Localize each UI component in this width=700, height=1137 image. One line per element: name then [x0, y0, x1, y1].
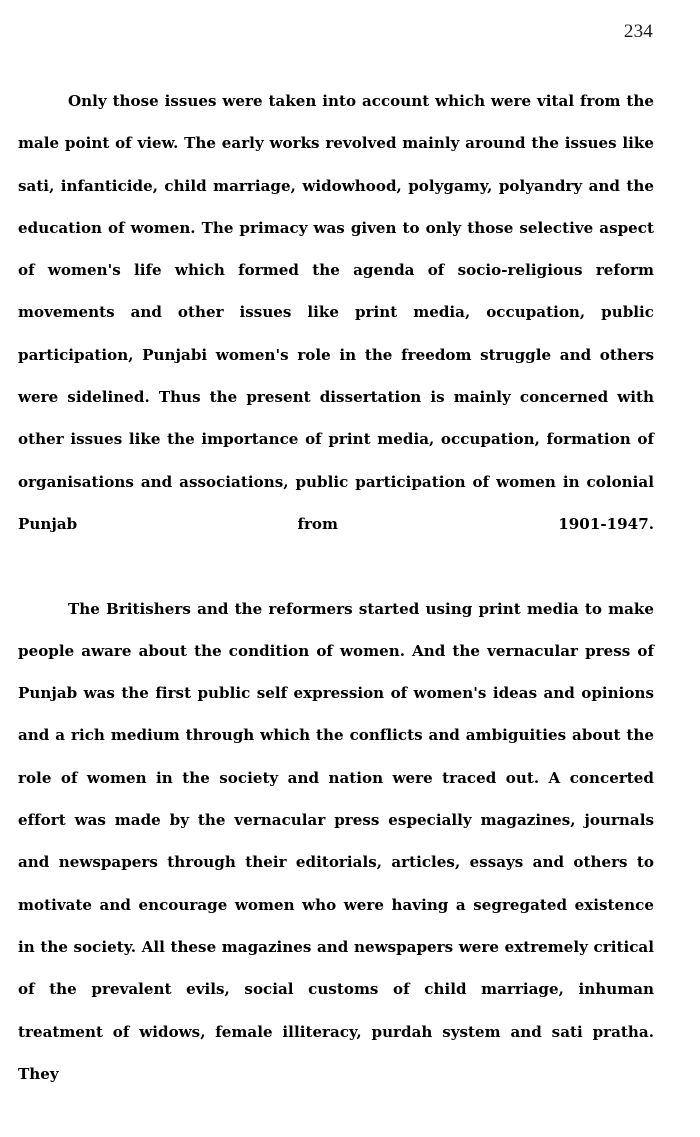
- paragraph: The Britishers and the reformers started using print media to make people aware about the condition of women. And the vernacular press of Punjab was the first public self expression of women's ideas and opinions and a rich medium through which the conflicts and ambiguities about the role of women in the society and nation were traced out. A concerted effort was made by the vernacular press especially magazines, journals and newspapers through their editorials, articles, essays and others to motivate and encourage women who were having a segregated existence in the society. All these magazines and newspapers were extremely critical of the prevalent evils, social customs of child marriage, inhuman treatment of widows, female illiteracy, purdah system and sati pratha. They: [18, 599, 654, 1083]
- page-header: [18, 22, 653, 41]
- page-number: 234: [623, 21, 653, 42]
- paragraph: Only those issues were taken into account which were vital from the male point of view. The early works revolved mainly around the issues like sati, infanticide, child marriage, widowhood, polygamy, polyandry and the education of women. The primacy was given to only those selective aspect of women's life which formed the agenda of socio-religious reform movements and other issues like print media, occupation, public participation, Punjabi women's role in the freedom struggle and others were sidelined. Thus the present dissertation is mainly concerned with other issues like the importance of print media, occupation, formation of organisations and associations, public participation of women in colonial Punjab from 1901-1947.: [18, 92, 654, 533]
- body-text-block: [18, 80, 654, 1137]
